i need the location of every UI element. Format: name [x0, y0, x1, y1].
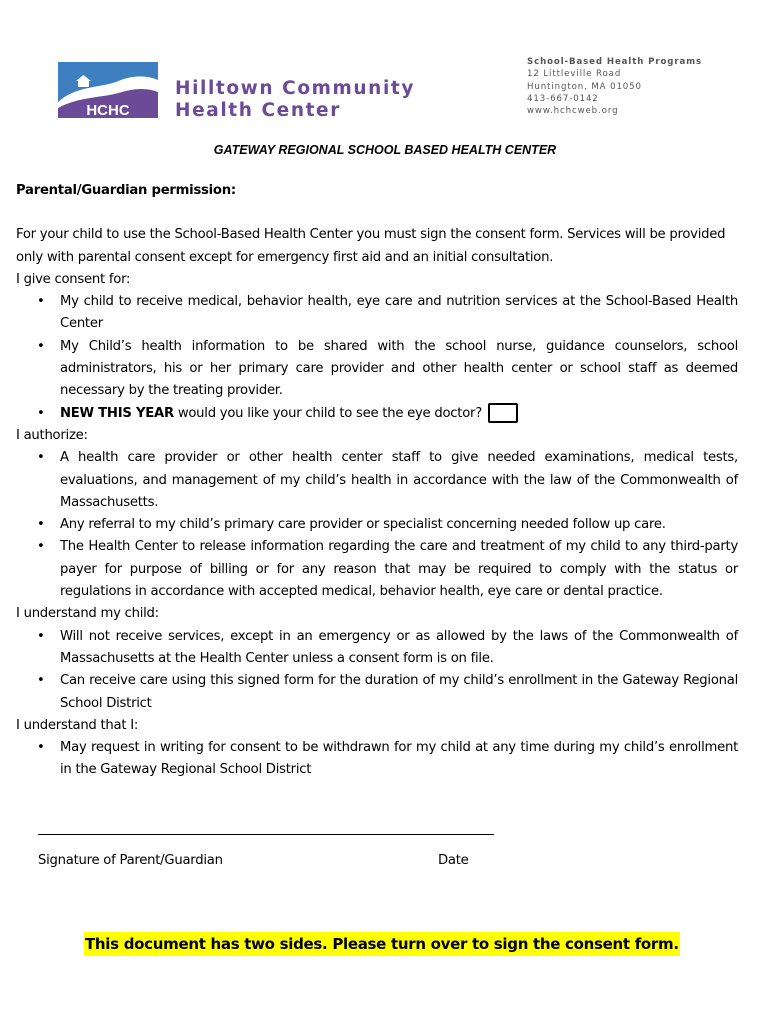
organization-name — [175, 78, 415, 122]
turn-over-notice: This document has two sides. Please turn over to sign the consent form. — [84, 932, 680, 956]
eye-doctor-checkbox[interactable] — [488, 403, 518, 423]
contact-street: 12 Littleville Road — [527, 69, 622, 80]
consent-body — [16, 180, 738, 782]
signature-line[interactable] — [38, 834, 494, 835]
intro-paragraph: For your child to use the School-Based Health Center you must sign the consent form. Services will be provided only with parental consent except for emergency first aid and an initial consultation. — [16, 227, 726, 265]
hchc-logo — [58, 62, 158, 118]
document-subtitle: GATEWAY REGIONAL SCHOOL BASED HEALTH CENTER — [213, 143, 557, 157]
consent-label: I give consent for: — [16, 271, 131, 287]
date-label: Date — [438, 853, 469, 868]
contact-city: Huntington, MA 01050 — [527, 81, 642, 92]
list-item: • Will not receive services, except in an emergency or as allowed by the laws of the Commonwealth of Massachusetts at the Health Center unless a consent form is on file. — [16, 626, 738, 671]
hchc-logo-graphic — [58, 62, 158, 118]
list-item: • My Child’s health information to be shared with the school nurse, guidance counselors, school administrators, his or her primary care provider and other health center or school staff as deemed necessary by the treating provider. — [16, 336, 738, 403]
authorize-list — [16, 447, 738, 603]
list-item-eye-doctor — [16, 403, 738, 425]
list-item: • May request in writing for consent to be withdrawn for my child at any time during my child’s enrollment in the Gateway Regional School District — [16, 737, 738, 782]
understand-i-label: I understand that I: — [16, 717, 139, 733]
contact-phone: 413-667-0142 — [527, 93, 599, 104]
contact-title: School-Based Health Programs — [527, 57, 703, 67]
contact-website: www.hchcweb.org — [527, 106, 619, 117]
understand-child-list — [16, 626, 738, 715]
authorize-label: I authorize: — [16, 427, 88, 443]
list-item: • Any referral to my child’s primary care provider or specialist concerning needed follow up care. — [16, 514, 738, 536]
list-item: • My child to receive medical, behavior health, eye care and nutrition services at the School-Based Health Center — [16, 291, 738, 336]
new-this-year-label: NEW THIS YEAR — [60, 405, 174, 421]
list-item: • The Health Center to release information regarding the care and treatment of my child to any third-party payer for purpose of billing or for any reason that may be required to comply with the status or regulations in accordance with accepted medical, behavior health, eye care or dental practice. — [16, 536, 738, 603]
org-name-line2: Health Center — [175, 100, 341, 121]
list-item: • A health care provider or other health center staff to give needed examinations, medical tests, evaluations, and management of my child’s health in accordance with the law of the Commonwealth of Massachusetts. — [16, 447, 738, 514]
contact-block — [527, 56, 702, 117]
list-item: • Can receive care using this signed form for the duration of my child’s enrollment in the Gateway Regional School District — [16, 670, 738, 715]
signature-label: Signature of Parent/Guardian — [38, 853, 223, 868]
logo-text: HCHC — [86, 102, 130, 118]
section-heading: Parental/Guardian permission: — [16, 183, 236, 198]
org-name-line1: Hilltown Community — [175, 78, 415, 99]
understand-i-list — [16, 737, 738, 782]
eye-doctor-question: would you like your child to see the eye doctor? — [173, 405, 482, 421]
understand-child-label: I understand my child: — [16, 606, 159, 622]
consent-list — [16, 291, 738, 425]
